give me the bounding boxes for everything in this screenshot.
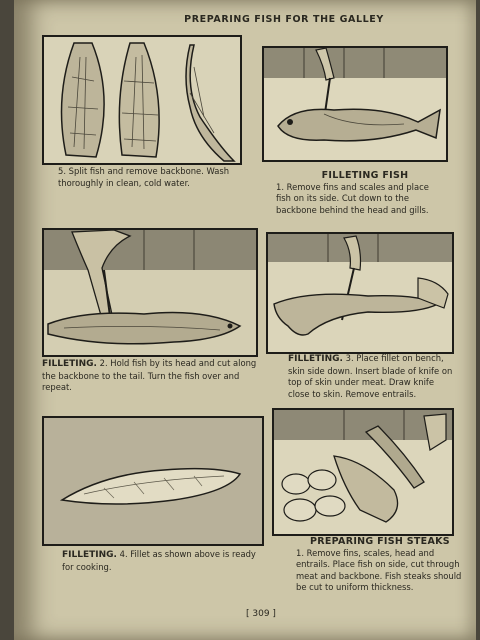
illustration-fish-steaks bbox=[272, 408, 454, 536]
page-title: PREPARING FISH FOR THE GALLEY bbox=[184, 14, 384, 25]
illustration-filleting-2 bbox=[42, 228, 258, 357]
caption-filleting-4: FILLETING. 4. Fillet as shown above is ready for cooking. bbox=[62, 549, 256, 572]
split-fish-drawing bbox=[44, 37, 240, 163]
filleting-2-drawing bbox=[44, 230, 256, 355]
illustration-filleting-3 bbox=[266, 232, 454, 354]
book-page bbox=[14, 0, 476, 640]
caption-filleting-fish: FILLETING FISH 1. Remove fins and scales and place fish on its side. Cut down to the backbone behind the head and gills. bbox=[276, 170, 446, 216]
illustration-split-fish bbox=[42, 35, 242, 165]
heading-fish-steaks: PREPARING FISH STEAKS bbox=[310, 536, 450, 547]
heading-filleting-fish: FILLETING FISH bbox=[321, 170, 409, 181]
caption-step-5: 5. Split fish and remove backbone. Wash thoroughly in clean, cold water. bbox=[58, 166, 230, 188]
filleting-3-drawing bbox=[268, 234, 452, 352]
filleting-fish-drawing bbox=[264, 48, 446, 160]
caption-filleting-2: FILLETING. 2. Hold fish by its head and cut along the backbone to the tail. Turn the fish over and repeat. bbox=[42, 358, 257, 392]
keyword-filleting-4: FILLETING. bbox=[62, 550, 117, 560]
keyword-filleting-2: FILLETING. bbox=[42, 359, 97, 369]
filleting-4-drawing bbox=[44, 418, 262, 544]
caption-filleting-3: FILLETING. 3. Place fillet on bench, skin side down. Insert blade of knife on top of skin under meat. Draw knife close to skin. Remove entrails. bbox=[288, 353, 453, 399]
caption-fish-steaks: PREPARING FISH STEAKS 1. Remove fins, scales, head and entrails. Place fish on side, cut through meat and backbone. Fish steaks should be cut to uniform thickness. bbox=[296, 536, 466, 594]
illustration-filleting-fish bbox=[262, 46, 448, 162]
fish-steaks-drawing bbox=[274, 410, 452, 534]
page-number: [ 309 ] bbox=[246, 609, 276, 619]
illustration-filleting-4 bbox=[42, 416, 264, 546]
keyword-filleting-3: FILLETING. bbox=[288, 354, 343, 364]
